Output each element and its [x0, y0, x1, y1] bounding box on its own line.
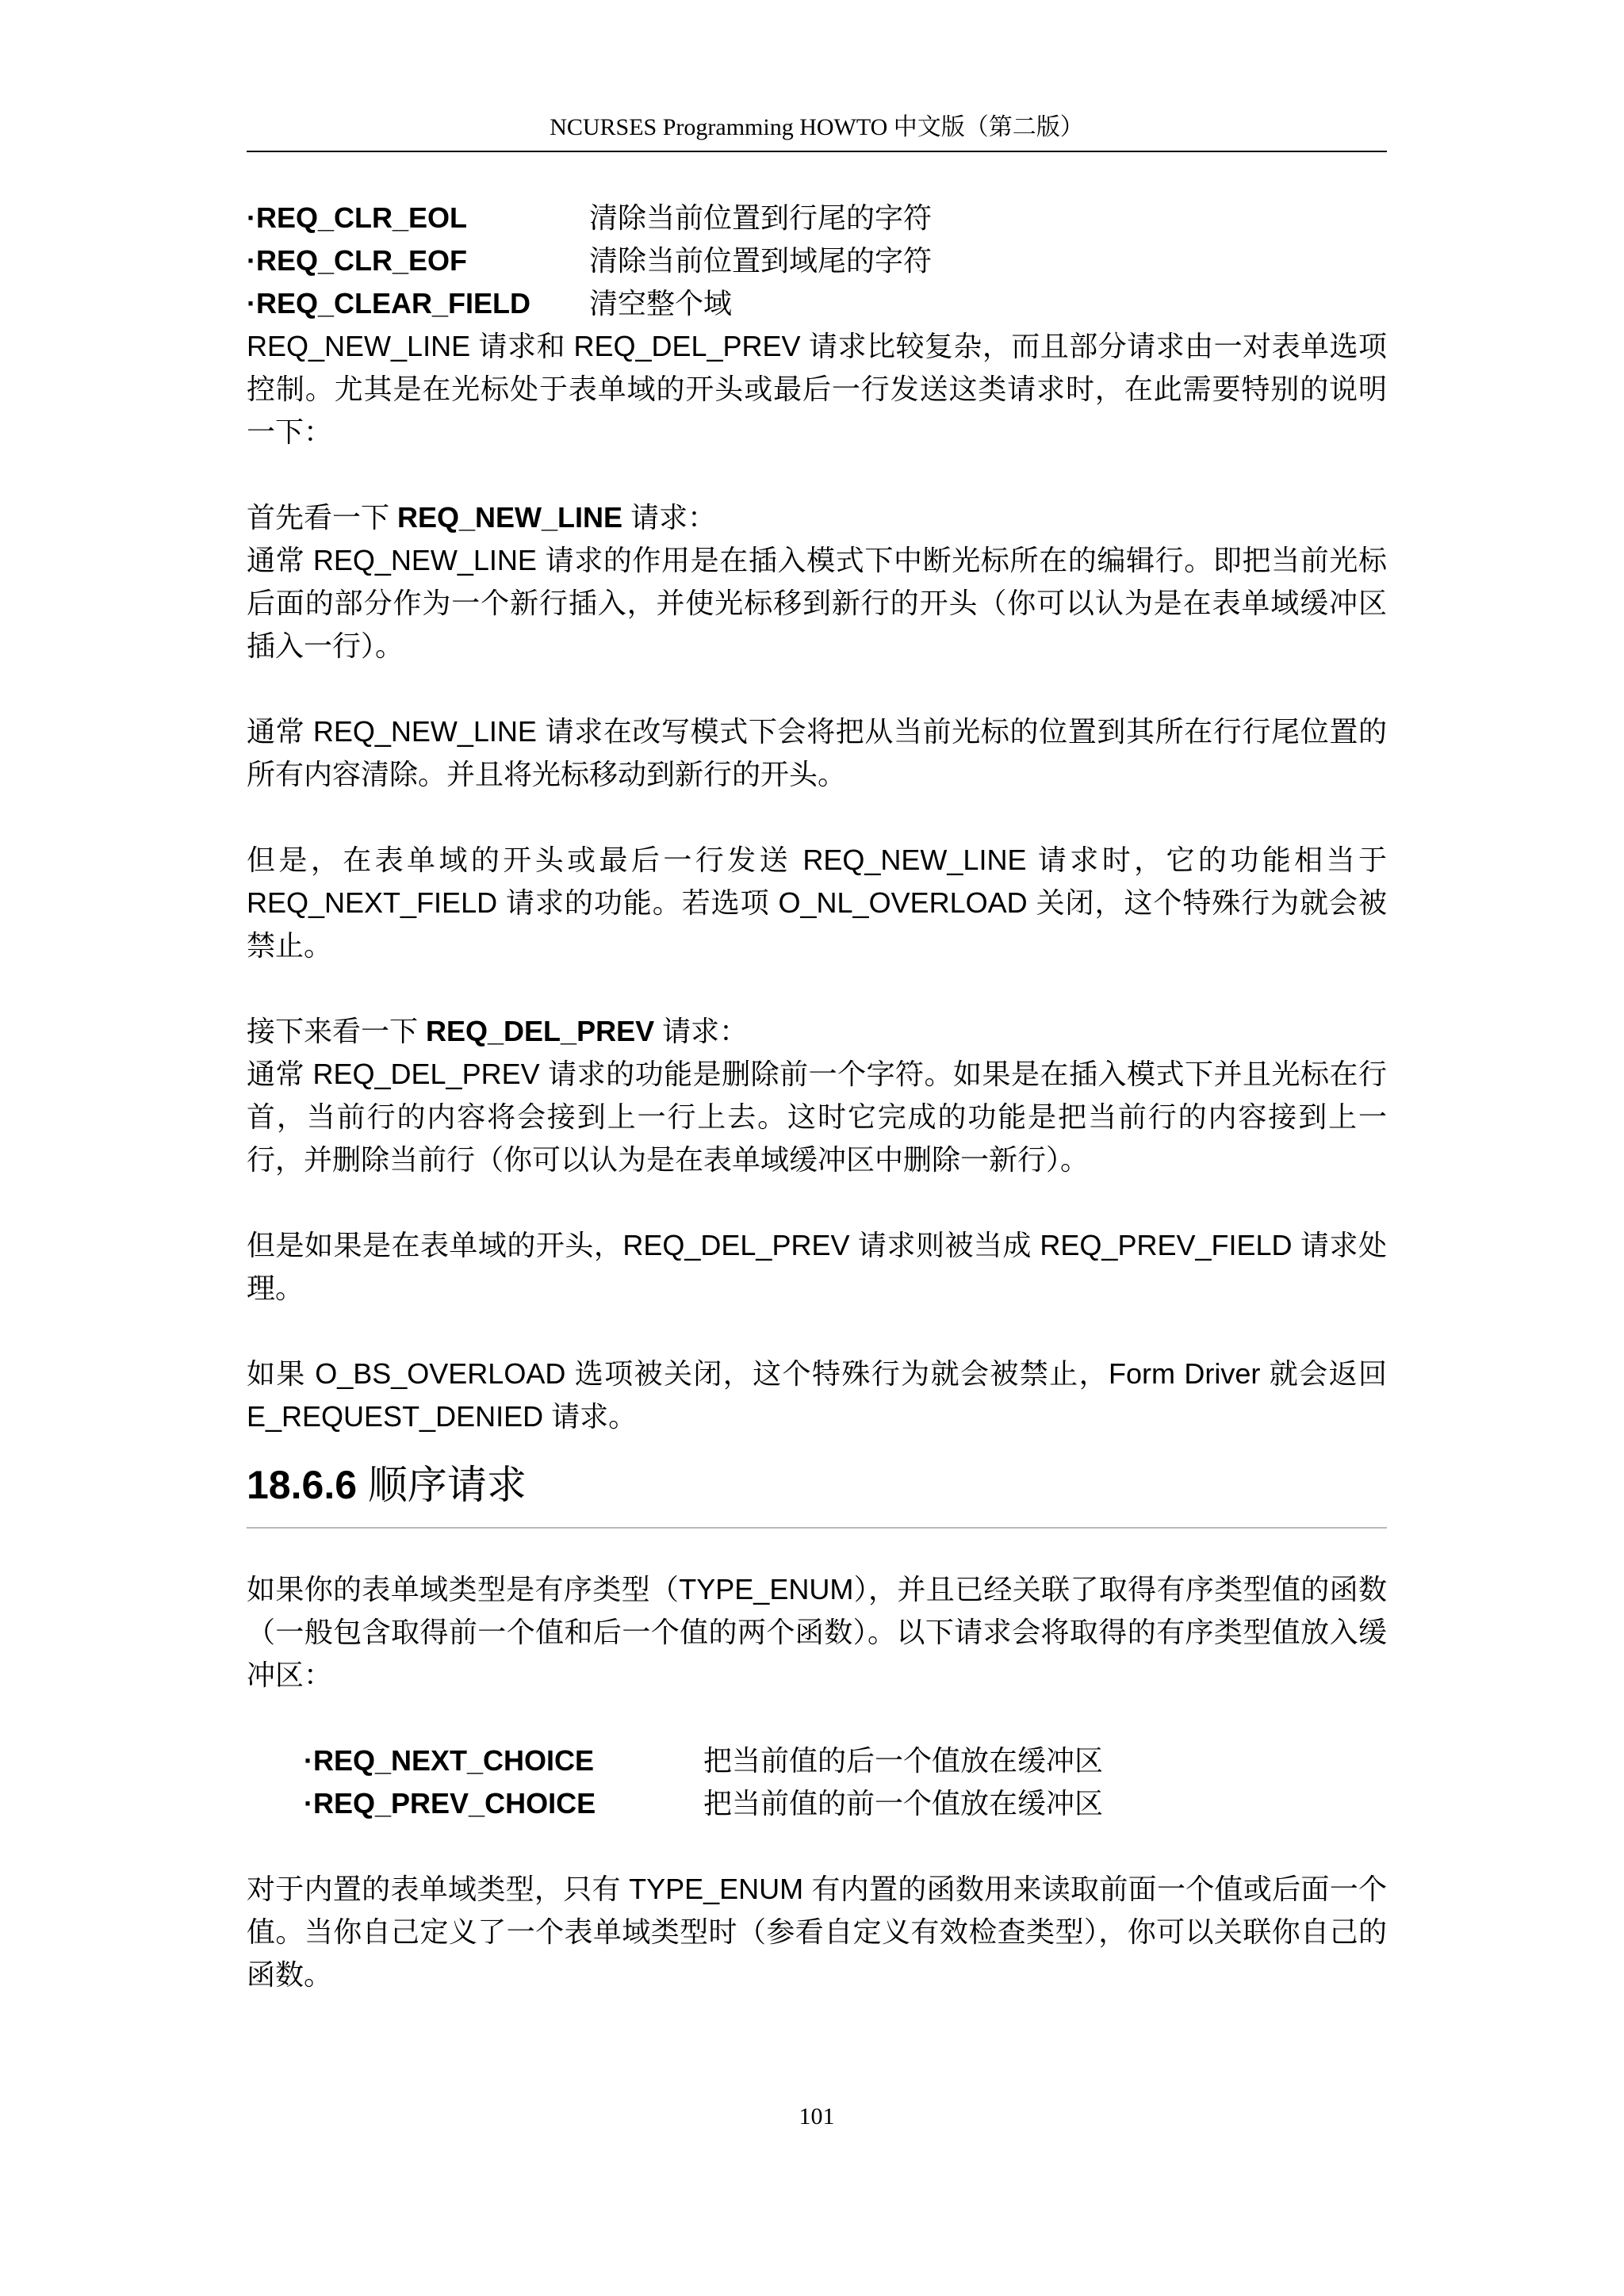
- definition-row: [247, 1739, 1387, 1782]
- definition-term: ·REQ_NEXT_CHOICE: [304, 1744, 595, 1777]
- section-paragraph-2: 对于内置的表单域类型，只有 TYPE_ENUM 有内置的函数用来读取前面一个值或后面一个值。当你自己定义了一个表单域类型时（参看自定义有效检查类型），你可以关联你自己的函数。: [247, 1873, 1387, 1991]
- heading-keyword: REQ_DEL_PREV: [426, 1015, 655, 1047]
- section-number: 18.6.6: [247, 1463, 358, 1507]
- heading-prefix: 接下来看一下: [247, 1015, 427, 1047]
- definition-row: [247, 197, 1387, 239]
- paragraph-gap: [247, 1310, 1387, 1353]
- paragraph-gap: [247, 1697, 1387, 1739]
- definition-term: ·REQ_CLR_EOL: [247, 201, 468, 234]
- paragraph-gap: [247, 796, 1387, 839]
- section-rule: [247, 1527, 1387, 1529]
- paragraph-gap: [247, 1825, 1387, 1868]
- definition-row: [247, 239, 1387, 282]
- definition-desc: 清除当前位置到域尾的字符: [589, 244, 933, 277]
- new-line-paragraph-1: 通常 REQ_NEW_LINE 请求的作用是在插入模式下中断光标所在的编辑行。即把当前光标后面的部分作为一个新行插入，并使光标移到新行的开头（你可以认为是在表单域缓冲区插入一行）。: [247, 544, 1387, 662]
- definition-row: [247, 1782, 1387, 1825]
- del-prev-paragraph-3: 如果 O_BS_OVERLOAD 选项被关闭，这个特殊行为就会被禁止，Form Driver 就会返回 E_REQUEST_DENIED 请求。: [247, 1357, 1387, 1433]
- definition-desc: 清除当前位置到行尾的字符: [589, 201, 933, 234]
- section-paragraph-1: 如果你的表单域类型是有序类型（TYPE_ENUM），并且已经关联了取得有序类型值的函数（一般包含取得前一个值和后一个值的两个函数）。以下请求会将取得的有序类型值放入缓冲区：: [247, 1573, 1387, 1691]
- heading-suffix: 请求：: [622, 501, 717, 534]
- definition-row: [247, 282, 1387, 325]
- definition-term: ·REQ_CLR_EOF: [247, 244, 468, 277]
- section-title-text: 顺序请求: [357, 1463, 527, 1507]
- section-title: [247, 1438, 1387, 1516]
- definition-desc: 清空整个域: [589, 287, 733, 320]
- page-number: 101: [799, 2103, 835, 2130]
- intro-paragraph: REQ_NEW_LINE 请求和 REQ_DEL_PREV 请求比较复杂，而且部分请求由一对表单选项控制。尤其是在光标处于表单域的开头或最后一行发送这类请求时，在此需要特别的说明一下：: [247, 330, 1387, 448]
- page-content: [247, 197, 1387, 1996]
- definition-term: ·REQ_PREV_CHOICE: [304, 1787, 596, 1820]
- page-header: NCURSES Programming HOWTO 中文版（第二版）: [550, 114, 1084, 140]
- header-rule: [247, 151, 1387, 152]
- heading-prefix: 首先看一下: [247, 501, 398, 534]
- new-line-paragraph-2: 通常 REQ_NEW_LINE 请求在改写模式下会将把从当前光标的位置到其所在行行尾位置的所有内容清除。并且将光标移动到新行的开头。: [247, 715, 1387, 790]
- definition-term: ·REQ_CLEAR_FIELD: [247, 287, 531, 320]
- new-line-heading: [247, 496, 1387, 539]
- paragraph-gap: [247, 1181, 1387, 1224]
- paragraph-gap: [247, 453, 1387, 496]
- del-prev-paragraph-1: 通常 REQ_DEL_PREV 请求的功能是删除前一个字符。如果是在插入模式下并且光标在行首，当前行的内容将会接到上一行上去。这时它完成的功能是把当前行的内容接到上一行，并删除当前行（你可以认为是在表单域缓冲区中删除一新行）。: [247, 1058, 1387, 1176]
- del-prev-paragraph-2: 但是如果是在表单域的开头，REQ_DEL_PREV 请求则被当成 REQ_PREV_FIELD 请求处理。: [247, 1229, 1387, 1304]
- definition-desc: 把当前值的前一个值放在缓冲区: [703, 1787, 1104, 1820]
- paragraph-gap: [247, 967, 1387, 1010]
- new-line-paragraph-3: 但是，在表单域的开头或最后一行发送 REQ_NEW_LINE 请求时，它的功能相当于 REQ_NEXT_FIELD 请求的功能。若选项 O_NL_OVERLOAD 关闭，这个特殊行为就会被禁止。: [247, 844, 1387, 962]
- heading-suffix: 请求：: [654, 1015, 749, 1047]
- paragraph-gap: [247, 668, 1387, 710]
- heading-keyword: REQ_NEW_LINE: [397, 501, 623, 534]
- del-prev-heading: [247, 1010, 1387, 1053]
- definition-desc: 把当前值的后一个值放在缓冲区: [703, 1744, 1104, 1777]
